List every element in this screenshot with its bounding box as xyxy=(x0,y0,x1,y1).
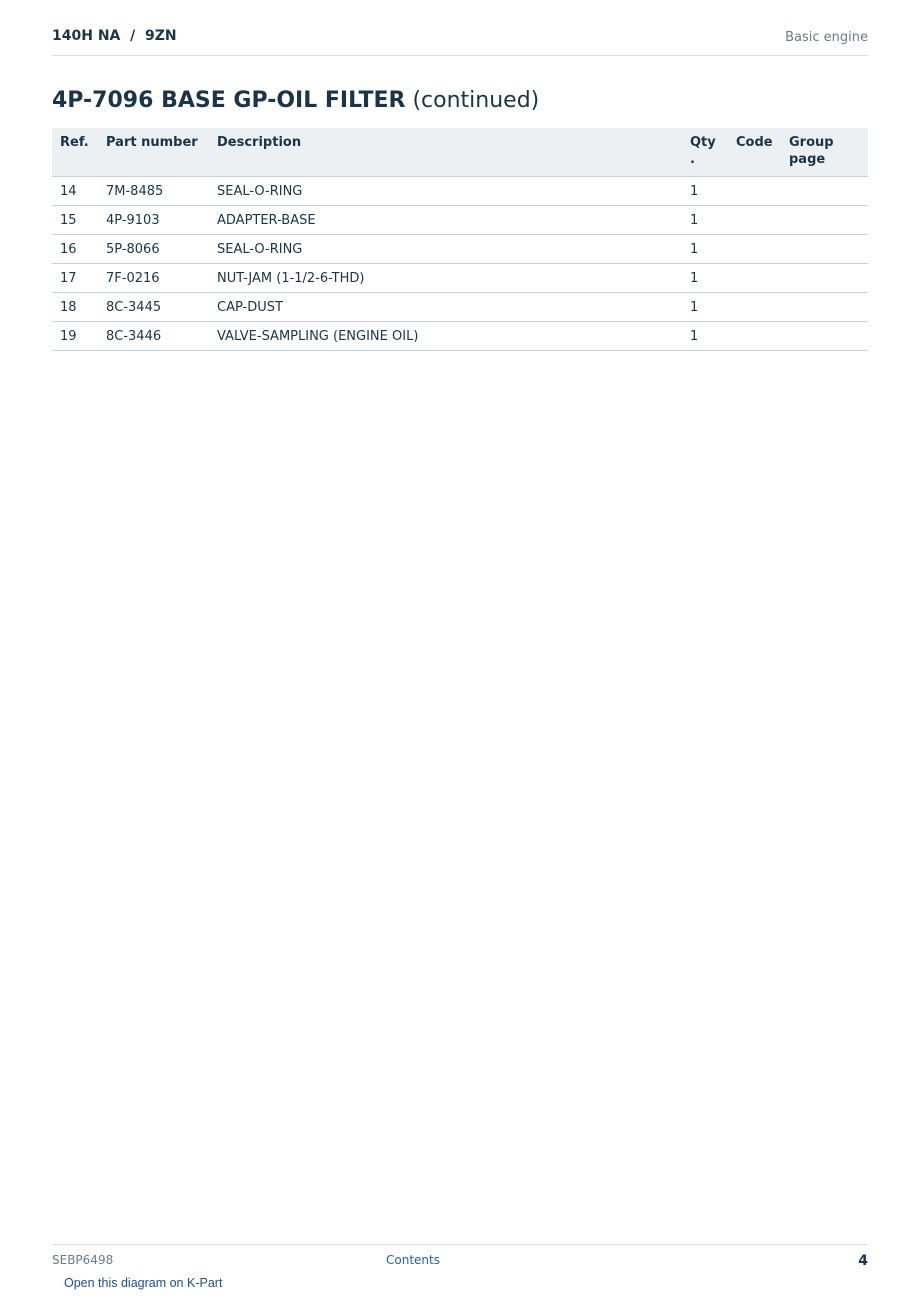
cell-part-number: 8C-3446 xyxy=(98,322,209,351)
col-header-group-line2: page xyxy=(789,152,826,167)
cell-description: NUT-JAM (1-1/2-6-THD) xyxy=(209,264,682,293)
table-row xyxy=(52,293,868,322)
table-row xyxy=(52,264,868,293)
page-title xyxy=(52,88,539,113)
cell-code xyxy=(728,293,781,322)
cell-group-page xyxy=(781,293,868,322)
continued-label: (continued) xyxy=(412,88,540,113)
open-kpart-link[interactable]: Open this diagram on K-Part xyxy=(64,1276,223,1290)
col-header-qty xyxy=(682,128,728,177)
cell-ref: 16 xyxy=(52,235,98,264)
cell-qty: 1 xyxy=(682,235,728,264)
col-header-ref: Ref. xyxy=(52,128,98,177)
parts-table xyxy=(52,128,868,351)
document-number: SEBP6498 xyxy=(52,1253,114,1267)
cell-qty: 1 xyxy=(682,293,728,322)
cell-group-page xyxy=(781,177,868,206)
cell-code xyxy=(728,322,781,351)
col-header-code: Code xyxy=(728,128,781,177)
page-number: 4 xyxy=(858,1253,868,1269)
cell-group-page xyxy=(781,206,868,235)
cell-group-page xyxy=(781,235,868,264)
cell-code xyxy=(728,264,781,293)
cell-qty: 1 xyxy=(682,177,728,206)
table-header-row xyxy=(52,128,868,177)
col-header-group-page xyxy=(781,128,868,177)
col-header-qty-line2: . xyxy=(690,152,695,167)
cell-code xyxy=(728,235,781,264)
contents-link[interactable]: Contents xyxy=(386,1253,440,1267)
page-header xyxy=(52,28,868,56)
table-row xyxy=(52,322,868,351)
cell-part-number: 7M-8485 xyxy=(98,177,209,206)
cell-ref: 15 xyxy=(52,206,98,235)
table-row xyxy=(52,177,868,206)
cell-part-number: 4P-9103 xyxy=(98,206,209,235)
section-label: Basic engine xyxy=(785,30,868,45)
group-title: 4P-7096 BASE GP-OIL FILTER xyxy=(52,88,406,113)
cell-part-number: 5P-8066 xyxy=(98,235,209,264)
cell-group-page xyxy=(781,322,868,351)
col-header-part-number: Part number xyxy=(98,128,209,177)
table-row xyxy=(52,235,868,264)
col-header-qty-line1: Qty xyxy=(690,135,716,150)
cell-qty: 1 xyxy=(682,264,728,293)
model-label: 140H NA / 9ZN xyxy=(52,28,177,44)
col-header-group-line1: Group xyxy=(789,135,834,150)
cell-description: SEAL-O-RING xyxy=(209,177,682,206)
cell-description: CAP-DUST xyxy=(209,293,682,322)
cell-ref: 18 xyxy=(52,293,98,322)
table-row xyxy=(52,206,868,235)
page-footer xyxy=(52,1244,868,1275)
cell-ref: 19 xyxy=(52,322,98,351)
cell-group-page xyxy=(781,264,868,293)
cell-ref: 17 xyxy=(52,264,98,293)
cell-description: VALVE-SAMPLING (ENGINE OIL) xyxy=(209,322,682,351)
cell-code xyxy=(728,206,781,235)
cell-ref: 14 xyxy=(52,177,98,206)
cell-code xyxy=(728,177,781,206)
cell-qty: 1 xyxy=(682,322,728,351)
cell-qty: 1 xyxy=(682,206,728,235)
cell-part-number: 8C-3445 xyxy=(98,293,209,322)
col-header-description: Description xyxy=(209,128,682,177)
cell-part-number: 7F-0216 xyxy=(98,264,209,293)
cell-description: ADAPTER-BASE xyxy=(209,206,682,235)
cell-description: SEAL-O-RING xyxy=(209,235,682,264)
